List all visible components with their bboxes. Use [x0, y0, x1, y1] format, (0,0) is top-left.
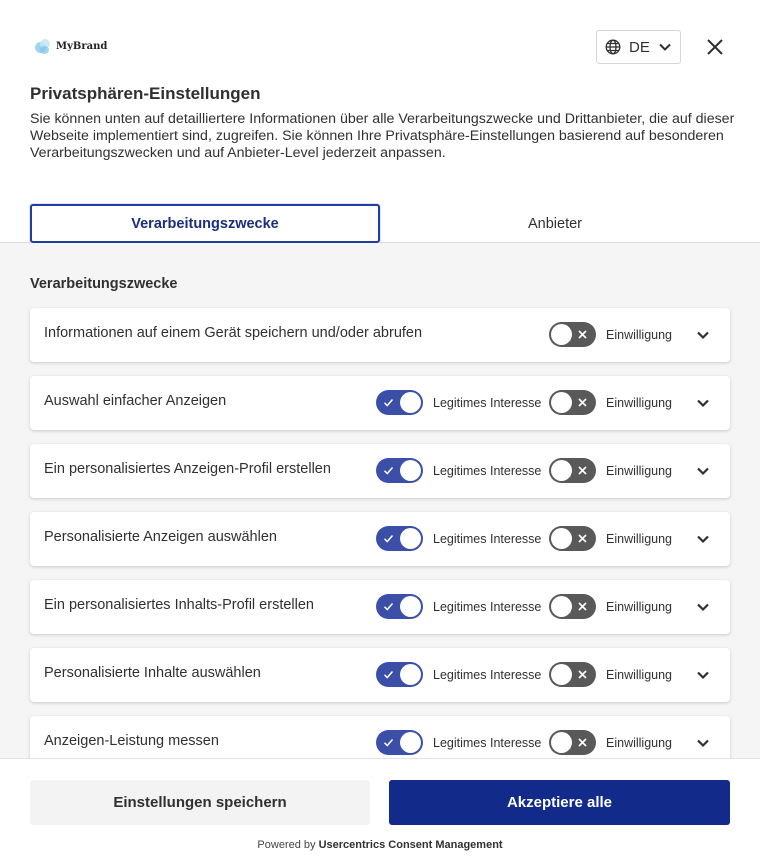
legitimate-interest-toggle[interactable] — [376, 390, 423, 415]
expand-chevron-icon[interactable] — [694, 530, 712, 548]
expand-chevron-icon[interactable] — [694, 326, 712, 344]
tab-anbieter[interactable]: Anbieter — [527, 215, 582, 232]
consent-toggle[interactable] — [549, 322, 596, 347]
purpose-label: Ein personalisiertes Inhalts-Profil erstellen — [44, 597, 314, 613]
language-selector[interactable] — [596, 30, 681, 64]
purpose-card[interactable] — [30, 308, 730, 362]
brand-logo-icon — [34, 38, 51, 55]
check-icon — [383, 669, 394, 680]
consent-toggle[interactable] — [549, 458, 596, 483]
purpose-label: Anzeigen-Leistung messen — [44, 733, 219, 749]
consent-label: Einwilligung — [606, 396, 673, 410]
consent-label: Einwilligung — [606, 464, 673, 478]
consent-toggle[interactable] — [549, 662, 596, 687]
legitimate-interest-toggle[interactable] — [376, 526, 423, 551]
purpose-label: Ein personalisiertes Anzeigen-Profil erstellen — [44, 461, 331, 477]
powered-brand[interactable]: Usercentrics Consent Management — [318, 839, 503, 851]
legitimate-interest-toggle[interactable] — [376, 662, 423, 687]
powered-prefix: Powered by — [257, 839, 316, 851]
x-icon — [577, 397, 588, 408]
purpose-card[interactable] — [30, 716, 730, 758]
check-icon — [383, 601, 394, 612]
consent-label: Einwilligung — [606, 600, 673, 614]
expand-chevron-icon[interactable] — [694, 462, 712, 480]
consent-toggle[interactable] — [549, 526, 596, 551]
x-icon — [577, 669, 588, 680]
tab-verarbeitungszwecke[interactable]: Verarbeitungszwecke — [30, 204, 380, 243]
check-icon — [383, 533, 394, 544]
language-code: DE — [629, 38, 650, 56]
footer — [0, 758, 760, 864]
purpose-card[interactable] — [30, 512, 730, 566]
purpose-card[interactable] — [30, 376, 730, 430]
chevron-down-icon — [658, 40, 672, 54]
purposes-panel[interactable] — [0, 243, 760, 758]
legitimate-interest-toggle[interactable] — [376, 594, 423, 619]
purpose-label: Personalisierte Anzeigen auswählen — [44, 529, 277, 545]
expand-chevron-icon[interactable] — [694, 598, 712, 616]
x-icon — [577, 737, 588, 748]
expand-chevron-icon[interactable] — [694, 734, 712, 752]
x-icon — [577, 601, 588, 612]
check-icon — [383, 397, 394, 408]
consent-toggle[interactable] — [549, 730, 596, 755]
consent-toggle[interactable] — [549, 390, 596, 415]
brand-name: MyBrand — [56, 41, 108, 52]
purpose-label: Personalisierte Inhalte auswählen — [44, 665, 261, 681]
legitimate-interest-label: Legitimes Interesse — [433, 464, 542, 478]
purpose-label: Informationen auf einem Gerät speichern und/oder abrufen — [44, 325, 423, 341]
purpose-label: Auswahl einfacher Anzeigen — [44, 393, 227, 409]
x-icon — [577, 533, 588, 544]
legitimate-interest-toggle[interactable] — [376, 458, 423, 483]
close-icon[interactable] — [702, 34, 728, 60]
consent-label: Einwilligung — [606, 328, 673, 342]
legitimate-interest-label: Legitimes Interesse — [433, 668, 542, 682]
purpose-card[interactable] — [30, 444, 730, 498]
consent-toggle[interactable] — [549, 594, 596, 619]
tab-bar — [0, 204, 760, 243]
check-icon — [383, 737, 394, 748]
powered-by — [0, 839, 760, 851]
accept-all-button[interactable]: Akzeptiere alle — [389, 780, 730, 825]
legitimate-interest-label: Legitimes Interesse — [433, 600, 542, 614]
header — [0, 0, 760, 242]
section-title: Verarbeitungszwecke — [30, 276, 178, 292]
purpose-card[interactable] — [30, 648, 730, 702]
purpose-card[interactable] — [30, 580, 730, 634]
expand-chevron-icon[interactable] — [694, 666, 712, 684]
brand-logo — [34, 38, 107, 55]
x-icon — [577, 329, 588, 340]
save-settings-button[interactable]: Einstellungen speichern — [30, 780, 370, 825]
page-description: Sie können unten auf detailliertere Informationen über alle Verarbeitungszwecke und Drittanbieter, die auf dieser Webseite implementiert sind, zugreifen. Sie können Ihre Privatsphäre-Einstellungen basierend auf besonderen Verarbeitungszwecken und auf Anbieter-Level jederzeit anpassen. — [30, 111, 735, 161]
consent-label: Einwilligung — [606, 668, 673, 682]
x-icon — [577, 465, 588, 476]
legitimate-interest-label: Legitimes Interesse — [433, 396, 542, 410]
consent-label: Einwilligung — [606, 736, 673, 750]
page-title: Privatsphären-Einstellungen — [30, 84, 261, 103]
legitimate-interest-label: Legitimes Interesse — [433, 736, 542, 750]
legitimate-interest-label: Legitimes Interesse — [433, 532, 542, 546]
check-icon — [383, 465, 394, 476]
consent-label: Einwilligung — [606, 532, 673, 546]
expand-chevron-icon[interactable] — [694, 394, 712, 412]
legitimate-interest-toggle[interactable] — [376, 730, 423, 755]
globe-icon — [605, 39, 621, 55]
